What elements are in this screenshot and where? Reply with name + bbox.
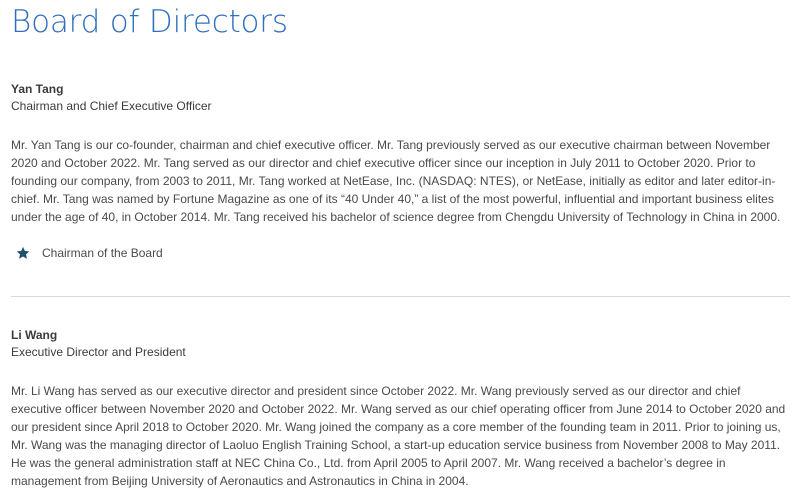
- director-card-yan-tang: [11, 82, 790, 261]
- section-divider: [11, 296, 790, 297]
- director-role: Chairman and Chief Executive Officer: [11, 99, 212, 113]
- board-of-directors-page: [11, 0, 790, 488]
- chairman-badge: [11, 245, 790, 261]
- director-card-li-wang: [11, 328, 790, 490]
- page-title: Board of Directors: [11, 4, 288, 40]
- badge-label: Chairman of the Board: [42, 246, 163, 260]
- director-bio: Mr. Yan Tang is our co-founder, chairman and chief executive officer. Mr. Tang previously served as our executive chairman between November 2020 and October 2022. Mr. Tang served as our director and chief executive officer since our inception in July 2011 to October 2020. Prior to founding our company, from 2003 to 2011, Mr. Tang worked at NetEase, Inc. (NASDAQ: NTES), or NetEase, initially as editor and later editor-in-chief. Mr. Tang was named by Fortune Magazine as one of its “40 Under 40,” a list of the most powerful, influential and important business elites under the age of 40, in October 2014. Mr. Tang received his bachelor of science degree from Chengdu University of Technology in China in 2000.: [11, 138, 781, 224]
- director-role: Executive Director and President: [11, 345, 186, 359]
- director-name: Yan Tang: [11, 82, 64, 96]
- director-bio: Mr. Li Wang has served as our executive director and president since October 2022. Mr. Wang previously served as our director and chief executive officer between November 2020 and October 2022. Mr. Wang served as our chief operating officer from June 2014 to October 2020 and our president since April 2018 to October 2020. Mr. Wang joined the company as a core member of the founding team in 2011. Prior to joining us, Mr. Wang was the managing director of Laoluo English Training School, a start-up education service business from November 2008 to May 2011. He was the general administration staff at NEC China Co., Ltd. from April 2005 to April 2007. Mr. Wang received a bachelor’s degree in management from Beijing University of Aeronautics and Astronautics in China in 2004.: [11, 384, 786, 488]
- star-icon: [16, 246, 30, 260]
- director-name: Li Wang: [11, 328, 58, 342]
